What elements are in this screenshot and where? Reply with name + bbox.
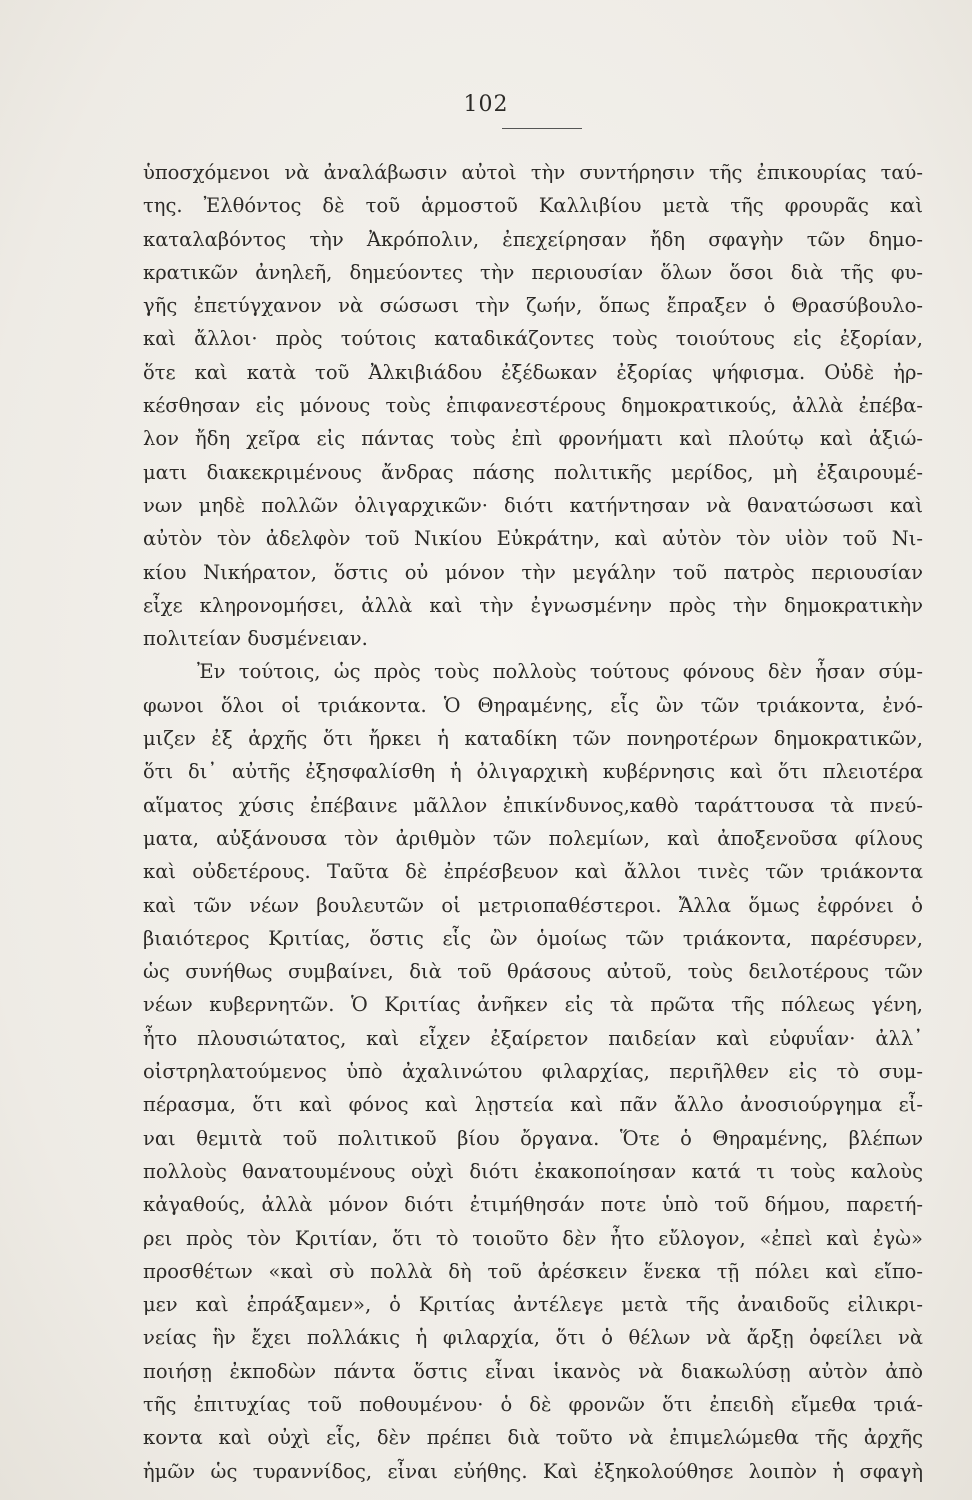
text-line: οἰστρηλατούμενος ὑπὸ ἀχαλινώτου φιλαρχίας, περιῆλθεν εἰς τὸ συμ- xyxy=(143,1060,923,1084)
body-text xyxy=(143,156,923,1488)
text-line: ματι διακεκριμένους ἄνδρας πάσης πολιτικῆς μερίδος, μὴ ἐξαιρουμέ- xyxy=(143,460,923,484)
text-line: κοντα καὶ οὐχὶ εἷς, δὲν πρέπει διὰ τοῦτο νὰ ἐπιμελώμεθα τῆς ἀρχῆς xyxy=(143,1426,923,1450)
page-number: 102 xyxy=(463,92,509,117)
text-line: λον ἤδη χεῖρα εἰς πάντας τοὺς ἐπὶ φρονήματι καὶ πλούτῳ καὶ ἀξιώ- xyxy=(143,427,923,451)
text-line: πολλοὺς θανατουμένους οὐχὶ διότι ἐκακοποίησαν κατά τι τοὺς καλοὺς xyxy=(143,1159,923,1183)
text-line: νων μηδὲ πολλῶν ὀλιγαρχικῶν· διότι κατήντησαν νὰ θανατώσωσι καὶ xyxy=(143,493,923,517)
text-line: καὶ τῶν νέων βουλευτῶν οἱ μετριοπαθέστεροι. Ἄλλα ὅμως ἐφρόνει ὁ xyxy=(143,893,923,917)
text-line: κρατικῶν ἀνηλεῆ, δημεύοντες τὴν περιουσίαν ὅλων ὅσοι διὰ τῆς φυ- xyxy=(143,260,923,284)
text-line: τῆς ἐπιτυχίας τοῦ ποθουμένου· ὁ δὲ φρονῶν ὅτι ἐπειδὴ εἴμεθα τριά- xyxy=(143,1392,923,1416)
text-line: πέρασμα, ὅτι καὶ φόνος καὶ λῃστεία καὶ πᾶν ἄλλο ἀνοσιούργημα εἶ- xyxy=(143,1093,923,1117)
text-line: νείας ἣν ἔχει πολλάκις ἡ φιλαρχία, ὅτι ὁ θέλων νὰ ἄρξῃ ὀφείλει νὰ xyxy=(143,1326,923,1350)
text-line: ἦτο πλουσιώτατος, καὶ εἶχεν ἐξαίρετον παιδείαν καὶ εὐφυΐαν· ἀλλ᾽ xyxy=(143,1026,923,1050)
page-number-rule xyxy=(502,128,582,129)
text-line: κέσθησαν εἰς μόνους τοὺς ἐπιφανεστέρους δημοκρατικούς, ἀλλὰ ἐπέβα- xyxy=(143,394,923,418)
text-line: αἵματος χύσις ἐπέβαινε μᾶλλον ἐπικίνδυνος,καθὸ ταράττουσα τὰ πνεύ- xyxy=(143,793,923,817)
text-line: νέων κυβερνητῶν. Ὁ Κριτίας ἀνῆκεν εἰς τὰ πρῶτα τῆς πόλεως γένη, xyxy=(143,993,923,1017)
text-line: καταλαβόντος τὴν Ἀκρόπολιν, ἐπεχείρησαν ἤδη σφαγὴν τῶν δημο- xyxy=(143,227,923,251)
text-line: ρει πρὸς τὸν Κριτίαν, ὅτι τὸ τοιοῦτο δὲν ἦτο εὔλογον, «ἐπεὶ καὶ ἐγὼ» xyxy=(143,1226,923,1250)
text-line: ἡμῶν ὡς τυραννίδος, εἶναι εὐήθης. Καὶ ἐξηκολούθησε λοιπὸν ἡ σφαγὴ xyxy=(143,1459,923,1483)
text-line: καὶ οὐδετέρους. Ταῦτα δὲ ἐπρέσβευον καὶ ἄλλοι τινὲς τῶν τριάκοντα xyxy=(143,860,923,884)
text-line: γῆς ἐπετύγχανον νὰ σώσωσι τὴν ζωήν, ὅπως ἔπραξεν ὁ Θρασύβουλο- xyxy=(143,294,923,318)
text-line: ματα, αὐξάνουσα τὸν ἀριθμὸν τῶν πολεμίων, καὶ ἀποξενοῦσα φίλους xyxy=(143,826,923,850)
text-line: ὅτι δι᾽ αὐτῆς ἐξησφαλίσθη ἡ ὀλιγαρχικὴ κυβέρνησις καὶ ὅτι πλειοτέρα xyxy=(143,760,923,784)
text-line: ὑποσχόμενοι νὰ ἀναλάβωσιν αὐτοὶ τὴν συντήρησιν τῆς ἐπικουρίας ταύ- xyxy=(143,161,923,184)
text-line: κἀγαθούς, ἀλλὰ μόνον διότι ἐτιμήθησάν ποτε ὑπὸ τοῦ δήμου, παρετή- xyxy=(143,1193,923,1217)
text-line: ναι θεμιτὰ τοῦ πολιτικοῦ βίου ὄργανα. Ὅτε ὁ Θηραμένης, βλέπων xyxy=(143,1126,923,1150)
text-line: εἶχε κληρονομήσει, ἀλλὰ καὶ τὴν ἐγνωσμένην πρὸς τὴν δημοκρατικὴν xyxy=(143,593,923,617)
text-line: κίου Νικήρατον, ὅστις οὐ μόνον τὴν μεγάλην τοῦ πατρὸς περιουσίαν xyxy=(143,560,923,584)
text-line: πολιτείαν δυσμένειαν. xyxy=(143,627,368,651)
text-line: φωνοι ὅλοι οἱ τριάκοντα. Ὁ Θηραμένης, εἷς ὢν τῶν τριάκοντα, ἐνό- xyxy=(143,693,923,717)
text-line: Ἐν τούτοις, ὡς πρὸς τοὺς πολλοὺς τούτους φόνους δὲν ἦσαν σύμ- xyxy=(197,660,923,684)
text-line: της. Ἐλθόντος δὲ τοῦ ἁρμοστοῦ Καλλιβίου μετὰ τῆς φρουρᾶς καὶ xyxy=(143,194,923,218)
text-line: προσθέτων «καὶ σὺ πολλὰ δὴ τοῦ ἀρέσκειν ἕνεκα τῇ πόλει καὶ εἴπο- xyxy=(143,1259,923,1283)
text-line: αὐτὸν τὸν ἀδελφὸν τοῦ Νικίου Εὐκράτην, καὶ αὐτὸν τὸν υἱὸν τοῦ Νι- xyxy=(143,527,923,551)
text-line: καὶ ἄλλοι· πρὸς τούτοις καταδικάζοντες τοὺς τοιούτους εἰς ἐξορίαν, xyxy=(143,327,923,351)
text-line: μεν καὶ ἐπράξαμεν», ὁ Κριτίας ἀντέλεγε μετὰ τῆς ἀναιδοῦς εἰλικρι- xyxy=(143,1293,923,1317)
text-line: βιαιότερος Κριτίας, ὅστις εἷς ὢν ὁμοίως τῶν τριάκοντα, παρέσυρεν, xyxy=(143,926,923,950)
text-line: ποιήσῃ ἐκποδὼν πάντα ὅστις εἶναι ἱκανὸς νὰ διακωλύσῃ αὐτὸν ἀπὸ xyxy=(143,1359,923,1383)
text-line: ὅτε καὶ κατὰ τοῦ Ἀλκιβιάδου ἐξέδωκαν ἐξορίας ψήφισμα. Οὐδὲ ἠρ- xyxy=(143,360,923,384)
text-line: ὡς συνήθως συμβαίνει, διὰ τοῦ θράσους αὐτοῦ, τοὺς δειλοτέρους τῶν xyxy=(143,960,923,984)
text-line: μιζεν ἐξ ἀρχῆς ὅτι ἤρκει ἡ καταδίκη τῶν πονηροτέρων δημοκρατικῶν, xyxy=(143,727,923,751)
